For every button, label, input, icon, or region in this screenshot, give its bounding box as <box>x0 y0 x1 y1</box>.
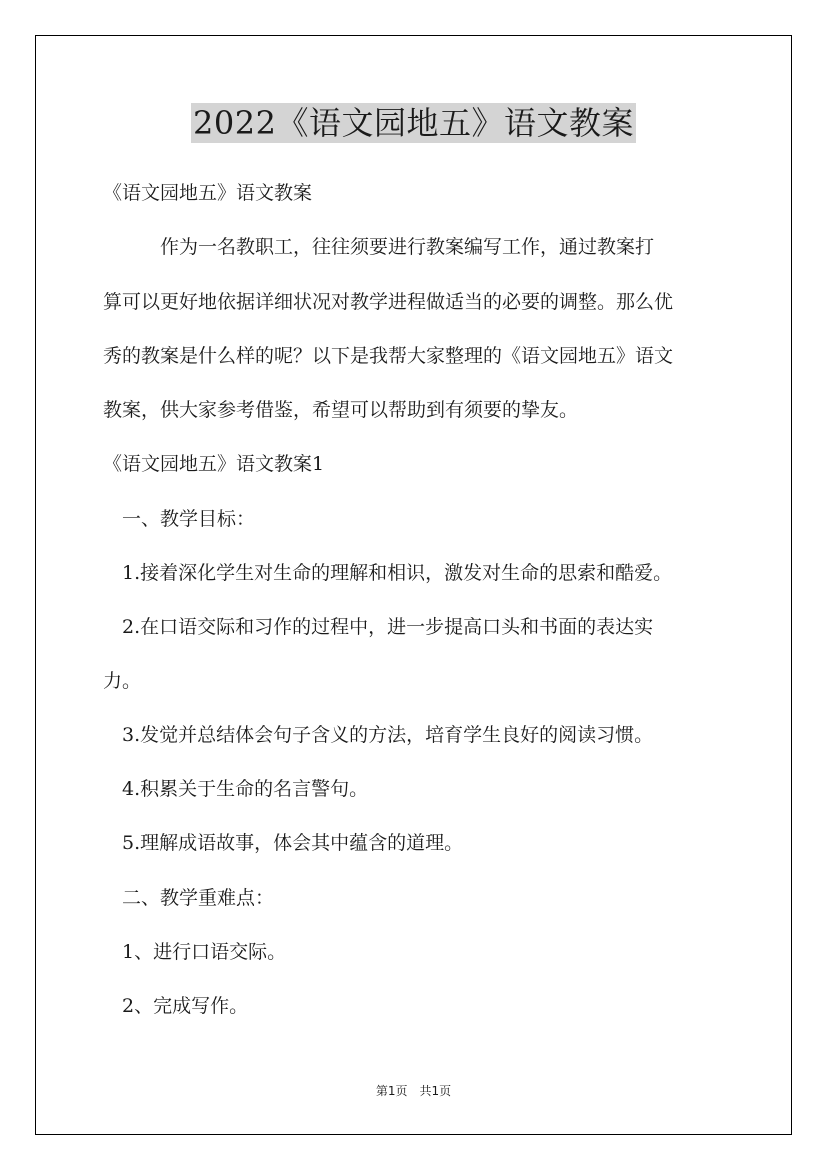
text-line-intro-3: 秀的教案是什么样的呢？以下是我帮大家整理的《语文园地五》语文 <box>103 345 674 367</box>
text-line-goal-1: 1.接着深化学生对生命的理解和相识，激发对生命的思索和酷爱。 <box>103 562 673 584</box>
text-line-subtitle: 《语文园地五》语文教案 <box>103 182 313 204</box>
text-line-goal-5: 5.理解成语故事，体会其中蕴含的道理。 <box>103 832 464 854</box>
text-line-intro-4: 教案，供大家参考借鉴，希望可以帮助到有须要的挚友。 <box>103 399 579 421</box>
text-line-goals-heading: 一、教学目标： <box>103 508 256 530</box>
text-line-keypoint-2: 2、完成写作。 <box>103 995 249 1017</box>
document-title: 2022《语文园地五》语文教案 <box>193 104 634 142</box>
text-line-intro-2: 算可以更好地依据详细状况对教学进程做适当的必要的调整。那么优 <box>103 291 674 313</box>
text-line-section-heading: 《语文园地五》语文教案1 <box>103 453 325 475</box>
text-line-goal-2-cont: 力。 <box>103 670 142 692</box>
text-line-intro-1: 作为一名教职工，往往须要进行教案编写工作，通过教案打 <box>103 236 655 258</box>
page-footer: 第1页 共1页 <box>375 1084 452 1098</box>
document-title-container <box>0 103 827 143</box>
text-line-goal-4: 4.积累关于生命的名言警句。 <box>103 778 369 800</box>
text-line-keypoint-1: 1、进行口语交际。 <box>103 941 287 963</box>
text-line-goal-3: 3.发觉并总结体会句子含义的方法，培育学生良好的阅读习惯。 <box>103 724 654 746</box>
text-line-keypoints-heading: 二、教学重难点： <box>103 887 275 909</box>
text-line-goal-2: 2.在口语交际和习作的过程中，进一步提高口头和书面的表达实 <box>103 616 654 638</box>
